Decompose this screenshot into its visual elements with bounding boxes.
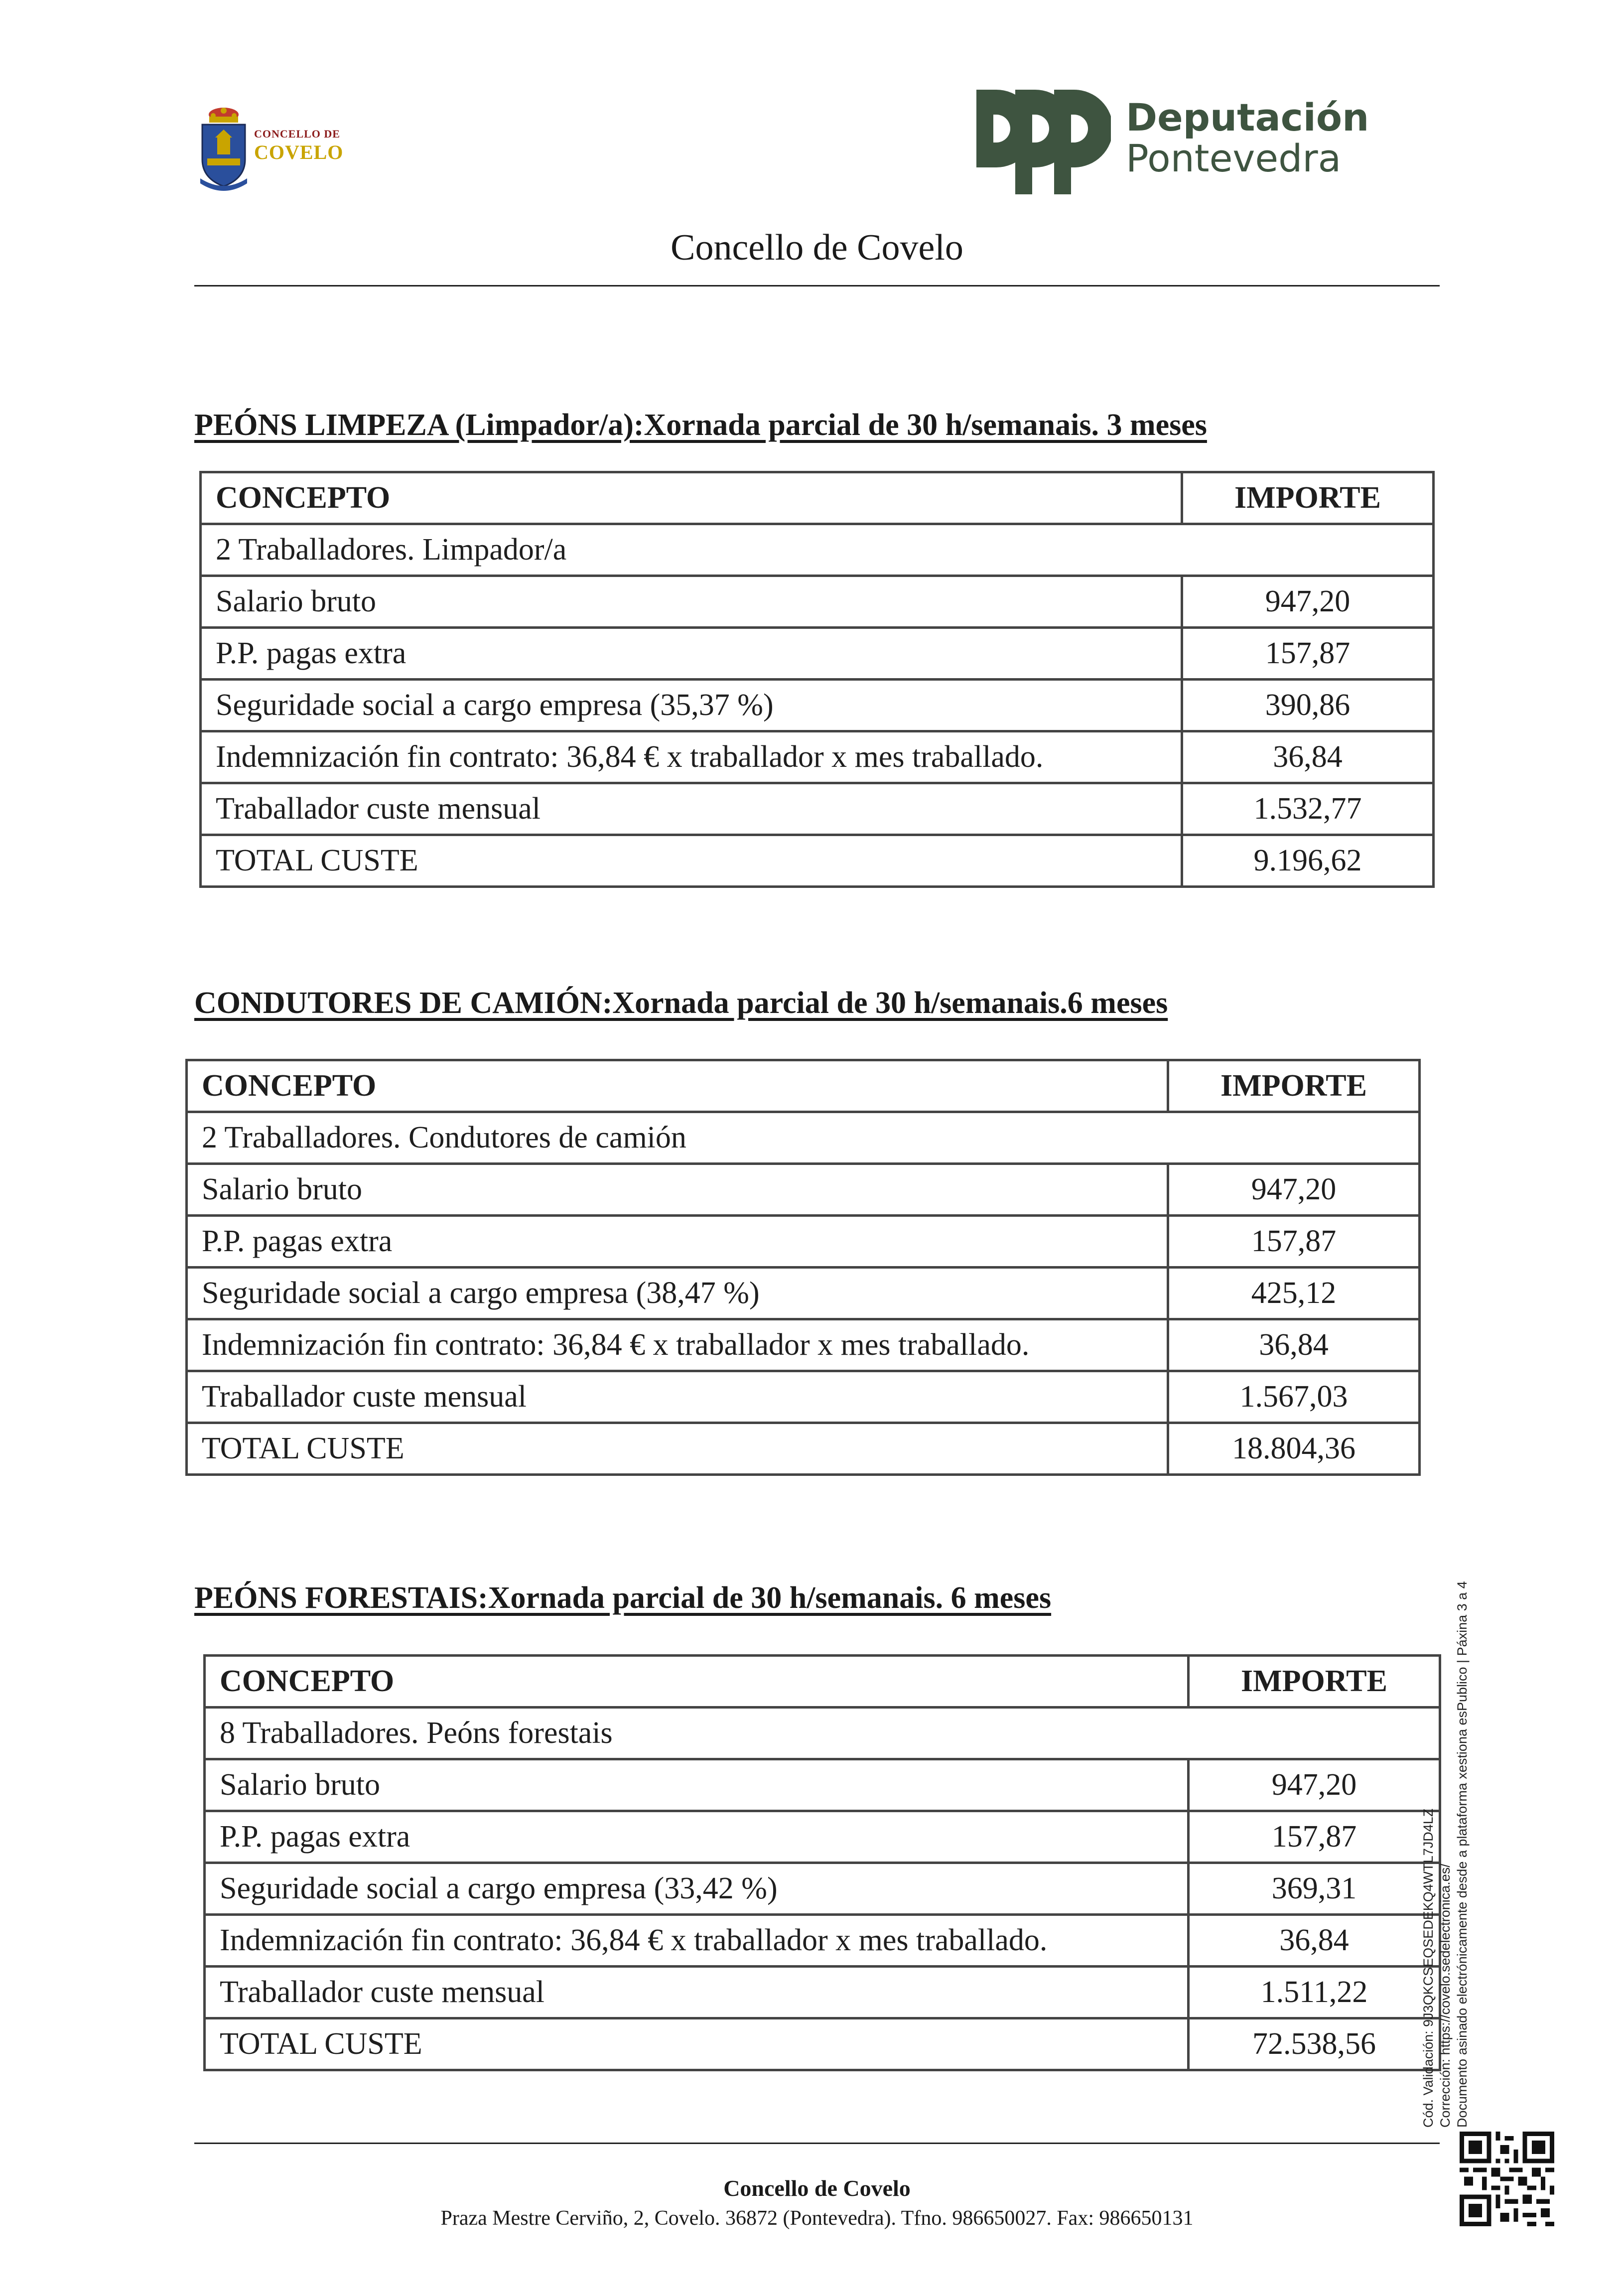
table-row: [205, 1915, 1440, 1967]
row-importe: 1.567,03: [1168, 1371, 1420, 1423]
row-importe: 369,31: [1189, 1863, 1440, 1915]
validation-url: Corrección: https://covelo.sedelectronica.es/: [1438, 1864, 1453, 2128]
row-concepto: Traballador custe mensual: [205, 1967, 1189, 2018]
column-header-importe: IMPORTE: [1168, 1060, 1420, 1112]
table-row: [201, 783, 1434, 835]
table-header-row: [205, 1656, 1440, 1708]
row-concepto: TOTAL CUSTE: [205, 2018, 1189, 2070]
qr-code-icon[interactable]: [1460, 2132, 1554, 2226]
footer-address: Praza Mestre Cerviño, 2, Covelo. 36872 (Pontevedra). Tfno. 986650027. Fax: 986650131: [440, 2207, 1194, 2230]
table-row: [205, 1967, 1440, 2018]
row-concepto: Salario bruto: [201, 576, 1182, 628]
table-row: [187, 1319, 1420, 1371]
deputacion-pontevedra-logo: [976, 85, 1405, 204]
row-concepto: P.P. pagas extra: [187, 1216, 1168, 1268]
table-header-row: [187, 1060, 1420, 1112]
column-header-concepto: CONCEPTO: [187, 1060, 1168, 1112]
group-label: 2 Traballadores. Condutores de camión: [187, 1112, 1420, 1164]
logo-right-line1: Deputación: [1126, 95, 1369, 140]
cost-table-forestais: [203, 1654, 1441, 2071]
row-concepto: P.P. pagas extra: [205, 1811, 1189, 1863]
table-row: [187, 1268, 1420, 1319]
concello-covelo-logo: [195, 104, 360, 198]
row-importe: 1.511,22: [1189, 1967, 1440, 2018]
footer-divider: [194, 2143, 1440, 2144]
table-row: [201, 628, 1434, 680]
row-importe: 18.804,36: [1168, 1423, 1420, 1475]
table-row: [205, 1811, 1440, 1863]
page-title: Concello de Covelo: [671, 227, 963, 268]
footer-name: Concello de Covelo: [723, 2175, 911, 2201]
row-concepto: Traballador custe mensual: [201, 783, 1182, 835]
validation-stamp: [1420, 1480, 1539, 2128]
table-row-total: [205, 2018, 1440, 2070]
row-importe: 36,84: [1182, 731, 1434, 783]
deputacion-logo-icon: [976, 85, 1111, 199]
row-importe: 72.538,56: [1189, 2018, 1440, 2070]
table-row: [201, 576, 1434, 628]
row-importe: 36,84: [1189, 1915, 1440, 1967]
section-heading-forestais: PEÓNS FORESTAIS:Xornada parcial de 30 h/semanais. 6 meses: [194, 1581, 1052, 1615]
table-row: [201, 731, 1434, 783]
table-row: [201, 680, 1434, 731]
section-heading-limpeza: PEÓNS LIMPEZA (Limpador/a):Xornada parcial de 30 h/semanais. 3 meses: [194, 408, 1207, 442]
row-concepto: TOTAL CUSTE: [201, 835, 1182, 887]
table-row-total: [187, 1423, 1420, 1475]
logo-left-line2: COVELO: [254, 141, 344, 163]
logo-left-line1: CONCELLO DE: [254, 128, 340, 140]
table-group-row: [187, 1112, 1420, 1164]
table-row: [187, 1216, 1420, 1268]
row-importe: 947,20: [1182, 576, 1434, 628]
row-concepto: P.P. pagas extra: [201, 628, 1182, 680]
row-concepto: Salario bruto: [187, 1164, 1168, 1216]
row-importe: 1.532,77: [1182, 783, 1434, 835]
row-importe: 157,87: [1182, 628, 1434, 680]
section-heading-condutores: CONDUTORES DE CAMIÓN:Xornada parcial de 30 h/semanais.6 meses: [194, 986, 1168, 1020]
column-header-importe: IMPORTE: [1189, 1656, 1440, 1708]
table-group-row: [201, 524, 1434, 576]
logo-right-line2: Pontevedra: [1126, 136, 1342, 181]
column-header-importe: IMPORTE: [1182, 472, 1434, 524]
row-importe: 390,86: [1182, 680, 1434, 731]
cost-table-limpeza: [199, 471, 1435, 888]
row-importe: 425,12: [1168, 1268, 1420, 1319]
header-divider: [194, 285, 1440, 287]
row-importe: 9.196,62: [1182, 835, 1434, 887]
validation-signature-note: Documento asinado electrónicamente desde a plataforma xestiona esPublico | Páxina 3 a 4: [1455, 1581, 1470, 2128]
cost-table-condutores: [185, 1059, 1421, 1476]
row-importe: 947,20: [1168, 1164, 1420, 1216]
table-group-row: [205, 1708, 1440, 1759]
row-concepto: Seguridade social a cargo empresa (35,37 %): [201, 680, 1182, 731]
row-concepto: Salario bruto: [205, 1759, 1189, 1811]
validation-code: Cód. Validación: 9J3QKCSEQSEDEKQ4WTL7JD4LZ: [1421, 1808, 1436, 2128]
row-concepto: Indemnización fin contrato: 36,84 € x traballador x mes traballado.: [205, 1915, 1189, 1967]
coat-of-arms-icon: [195, 104, 253, 193]
group-label: 2 Traballadores. Limpador/a: [201, 524, 1434, 576]
row-concepto: Traballador custe mensual: [187, 1371, 1168, 1423]
row-importe: 157,87: [1168, 1216, 1420, 1268]
table-row: [205, 1759, 1440, 1811]
table-row: [205, 1863, 1440, 1915]
row-concepto: Indemnización fin contrato: 36,84 € x traballador x mes traballado.: [201, 731, 1182, 783]
table-header-row: [201, 472, 1434, 524]
row-concepto: Indemnización fin contrato: 36,84 € x traballador x mes traballado.: [187, 1319, 1168, 1371]
table-row: [187, 1164, 1420, 1216]
row-concepto: TOTAL CUSTE: [187, 1423, 1168, 1475]
row-importe: 36,84: [1168, 1319, 1420, 1371]
row-concepto: Seguridade social a cargo empresa (38,47 %): [187, 1268, 1168, 1319]
row-importe: 947,20: [1189, 1759, 1440, 1811]
group-label: 8 Traballadores. Peóns forestais: [205, 1708, 1440, 1759]
column-header-concepto: CONCEPTO: [201, 472, 1182, 524]
row-importe: 157,87: [1189, 1811, 1440, 1863]
row-concepto: Seguridade social a cargo empresa (33,42 %): [205, 1863, 1189, 1915]
column-header-concepto: CONCEPTO: [205, 1656, 1189, 1708]
table-row-total: [201, 835, 1434, 887]
table-row: [187, 1371, 1420, 1423]
